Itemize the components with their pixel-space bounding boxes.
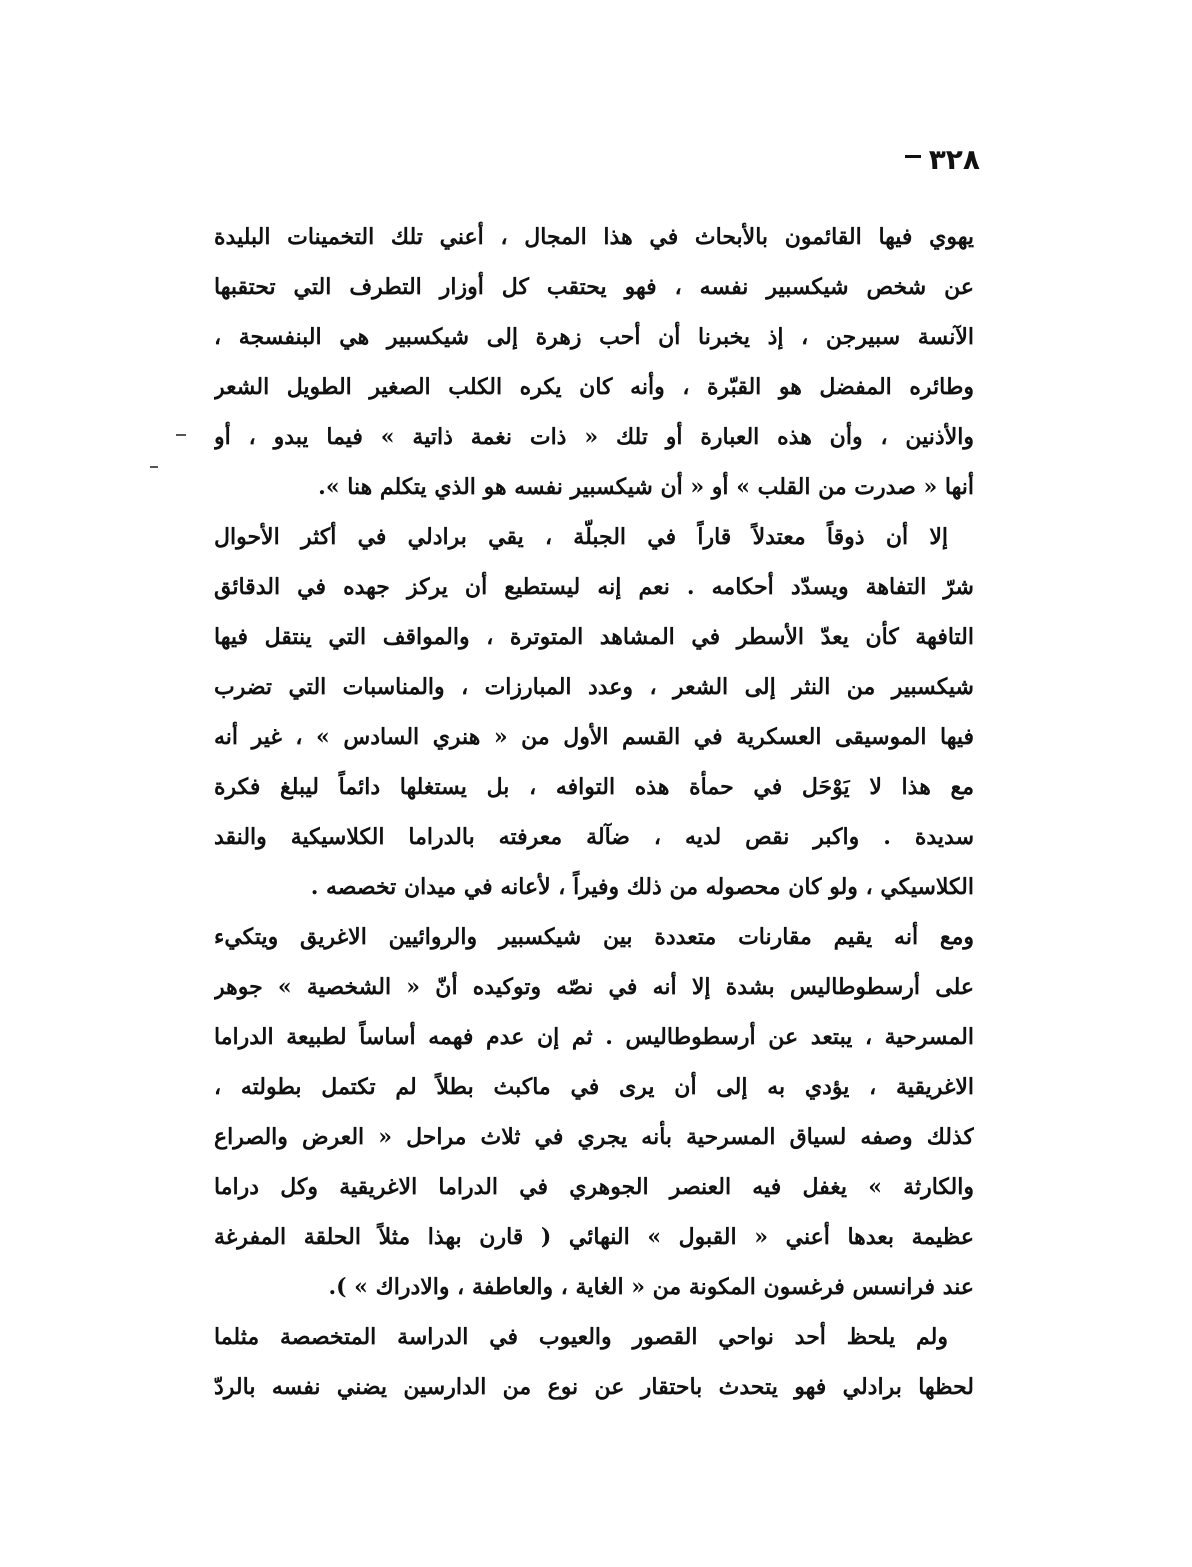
text-line: وطائره المفضل هو القبّرة ، وأنه كان يكره الكلب الصغير الطويل الشعر bbox=[214, 374, 974, 400]
text-line: شرّ التفاهة ويسدّد أحكامه . نعم إنه ليستطيع أن يركز جهده في الدقائق bbox=[214, 574, 974, 600]
text-line: عن شخص شيكسبير نفسه ، فهو يحتقب كل أوزار التطرف التي تحتقبها bbox=[214, 274, 974, 300]
text-line: لحظها برادلي فهو يتحدث باحتقار عن نوع من الدارسين يضني نفسه بالردّ bbox=[214, 1374, 974, 1400]
margin-mark bbox=[176, 434, 186, 436]
text-line: ومع أنه يقيم مقارنات متعددة بين شيكسبير والروائيين الاغريق ويتكيء bbox=[214, 924, 974, 950]
page-number: ٣٢٨ bbox=[928, 143, 980, 176]
text-line: التافهة كأن يعدّ الأسطر في المشاهد المتوترة ، والمواقف التي ينتقل فيها bbox=[214, 624, 974, 650]
text-line: على أرسطوطاليس بشدة إلا أنه في نصّه وتوكيده أنّ « الشخصية » جوهر bbox=[214, 974, 974, 1000]
text-line: فيها الموسيقى العسكرية في القسم الأول من « هنري السادس » ، غير أنه bbox=[214, 724, 974, 750]
text-line: أنها « صدرت من القلب » أو « أن شيكسبير نفسه هو الذي يتكلم هنا ». bbox=[318, 474, 974, 500]
text-line: والأذنين ، وأن هذه العبارة أو تلك « ذات نغمة ذاتية » فيما يبدو ، أو bbox=[214, 424, 974, 450]
text-line: والكارثة » يغفل فيه العنصر الجوهري في الدراما الاغريقية وكل دراما bbox=[214, 1174, 974, 1200]
text-line: عظيمة بعدها أعني « القبول » النهائي ( قارن بهذا مثلاً الحلقة المفرغة bbox=[214, 1224, 974, 1250]
text-line: الكلاسيكي ، ولو كان محصوله من ذلك وفيراً ، لأعانه في ميدان تخصصه . bbox=[310, 874, 974, 900]
text-line: عند فرانسس فرغسون المكونة من « الغاية ، والعاطفة ، والادراك » ). bbox=[328, 1274, 974, 1300]
text-line: الآنسة سبيرجن ، إذ يخبرنا أن أحب زهرة إلى شيكسبير هي البنفسجة ، bbox=[214, 324, 974, 350]
body-text bbox=[214, 212, 974, 1412]
margin-mark bbox=[150, 466, 158, 468]
page-number-dash bbox=[905, 155, 921, 158]
text-line: كذلك وصفه لسياق المسرحية بأنه يجري في ثلاث مراحل « العرض والصراع bbox=[214, 1124, 974, 1150]
text-line: المسرحية ، يبتعد عن أرسطوطاليس . ثم إن عدم فهمه أساساً لطبيعة الدراما bbox=[214, 1024, 974, 1050]
page-header bbox=[905, 140, 980, 180]
text-line: يهوي فيها القائمون بالأبحاث في هذا المجال ، أعني تلك التخمينات البليدة bbox=[214, 224, 974, 250]
text-line: إلا أن ذوقاً معتدلاً قاراً في الجبلّة ، يقي برادلي في أكثر الأحوال bbox=[214, 524, 948, 550]
text-line: مع هذا لا يَوْحَل في حمأة هذه التوافه ، بل يستغلها دائماً ليبلغ فكرة bbox=[214, 774, 974, 800]
text-line: شيكسبير من النثر إلى الشعر ، وعدد المبارزات ، والمناسبات التي تضرب bbox=[214, 674, 974, 700]
text-line: ولم يلحظ أحد نواحي القصور والعيوب في الدراسة المتخصصة مثلما bbox=[214, 1324, 948, 1350]
text-line: سديدة . واكبر نقص لديه ، ضآلة معرفته بالدراما الكلاسيكية والنقد bbox=[214, 824, 974, 850]
text-line: الاغريقية ، يؤدي به إلى أن يرى في ماكبث بطلاً لم تكتمل بطولته ، bbox=[214, 1074, 974, 1100]
